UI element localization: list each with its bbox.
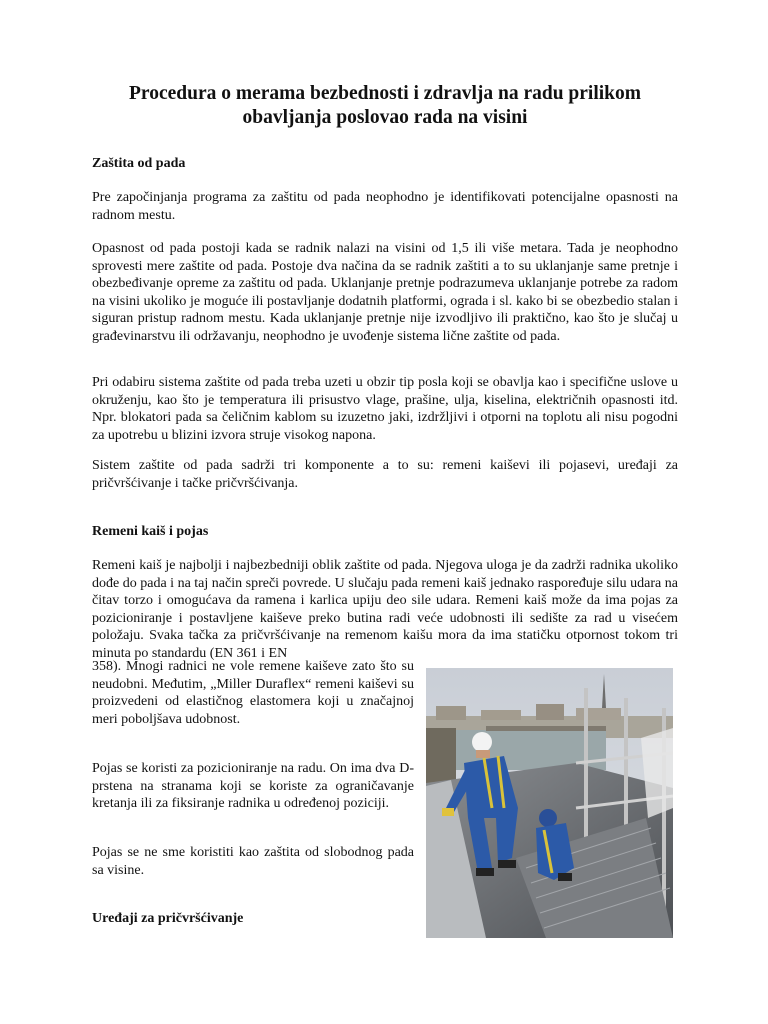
paragraph: Pri odabiru sistema zaštite od pada treba uzeti u obzir tip posla koji se obavlja kao i specifične uslove u okruženju, kao što je temperatura ili prisustvo vlage, prašine, ulja, kiselina, električnih opasnosti itd. Npr. blokatori pada sa čeličnim kablom su izuzetno jaki, izdržljivi i otporni na toplotu ali nisu pogodni za upotrebu u blizini izvora struje visokog napona. — [92, 375, 678, 443]
section-heading-harness: Remeni kaiš i pojas — [92, 524, 209, 539]
section-heading-anchoring-devices: Uređaji za pričvršćivanje — [92, 911, 244, 926]
paragraph: Opasnost od pada postoji kada se radnik nalazi na visini od 1,5 ili više metara. Tada je neophodno sprovesti mere zaštite od pada. Postoje dva načina da se radnik zaštiti a to su uklanjanje same pretnje i obezbeđivanje opreme za zaštitu od pada. Uklanjanje pretnje podrazumeva uklanjanje potrebe za radom na visini ukoliko je moguće ili postavljanje dodatnih platformi, ograda i sl. kako bi se obezbedio stalan i siguran pristup radnom mestu. Kada uklanjanje pretnje nije izvodljivo ili praktično, kao što je slučaj u građevinarstvu ili održavanju, neophodno je uvođenje sistema lične zaštite od pada. — [92, 241, 678, 344]
worker-harness-photo — [426, 668, 673, 938]
section-heading-fall-protection: Zaštita od pada — [92, 156, 186, 171]
paragraph: Pojas se koristi za pozicioniranje na radu. On ima dva D-prstena na stranama koji se koriste za ograničavanje kretanja ili za fiksiranje radnika u određenoj poziciji. — [92, 761, 414, 812]
paragraph: 358). Mnogi radnici ne vole remene kaiševe zato što su neudobni. Međutim, „Miller Duraflex“ remeni kaiševi su proizvedeni od elastičnog elastomera koji u značajnoj meri poboljšava udobnost. — [92, 659, 414, 727]
document-title: Procedura o merama bezbednosti i zdravlja na radu prilikom obavljanja poslovao rada na visini — [128, 83, 642, 128]
paragraph: Pojas se ne sme koristiti kao zaštita od slobodnog pada sa visine. — [92, 845, 414, 878]
paragraph: Sistem zaštite od pada sadrži tri komponente a to su: remeni kaiševi ili pojasevi, uređaji za pričvršćivanje i tačke pričvršćivanja. — [92, 458, 678, 491]
paragraph: Remeni kaiš je najbolji i najbezbedniji oblik zaštite od pada. Njegova uloga je da zadrži radnika ukoliko dođe do pada i na taj način spreči povrede. U slučaju pada remeni kaiš jednako raspoređuje silu udara na čitav torzo i omogućava da ramena i karlica upiju deo sile udara. Remeni kaiš može da ima pojas za pozicioniranje i postavljene kaiševe preko butina radi veće udobnosti ili sedište za rad u visećem položaju. Svaka tačka za pričvršćivanje na remenom kaišu mora da ima statičku otpornost tokom tri minuta po standardu (EN 361 i EN — [92, 558, 678, 661]
paragraph: Pre započinjanja programa za zaštitu od pada neophodno je identifikovati potencijalne opasnosti na radnom mestu. — [92, 190, 678, 223]
